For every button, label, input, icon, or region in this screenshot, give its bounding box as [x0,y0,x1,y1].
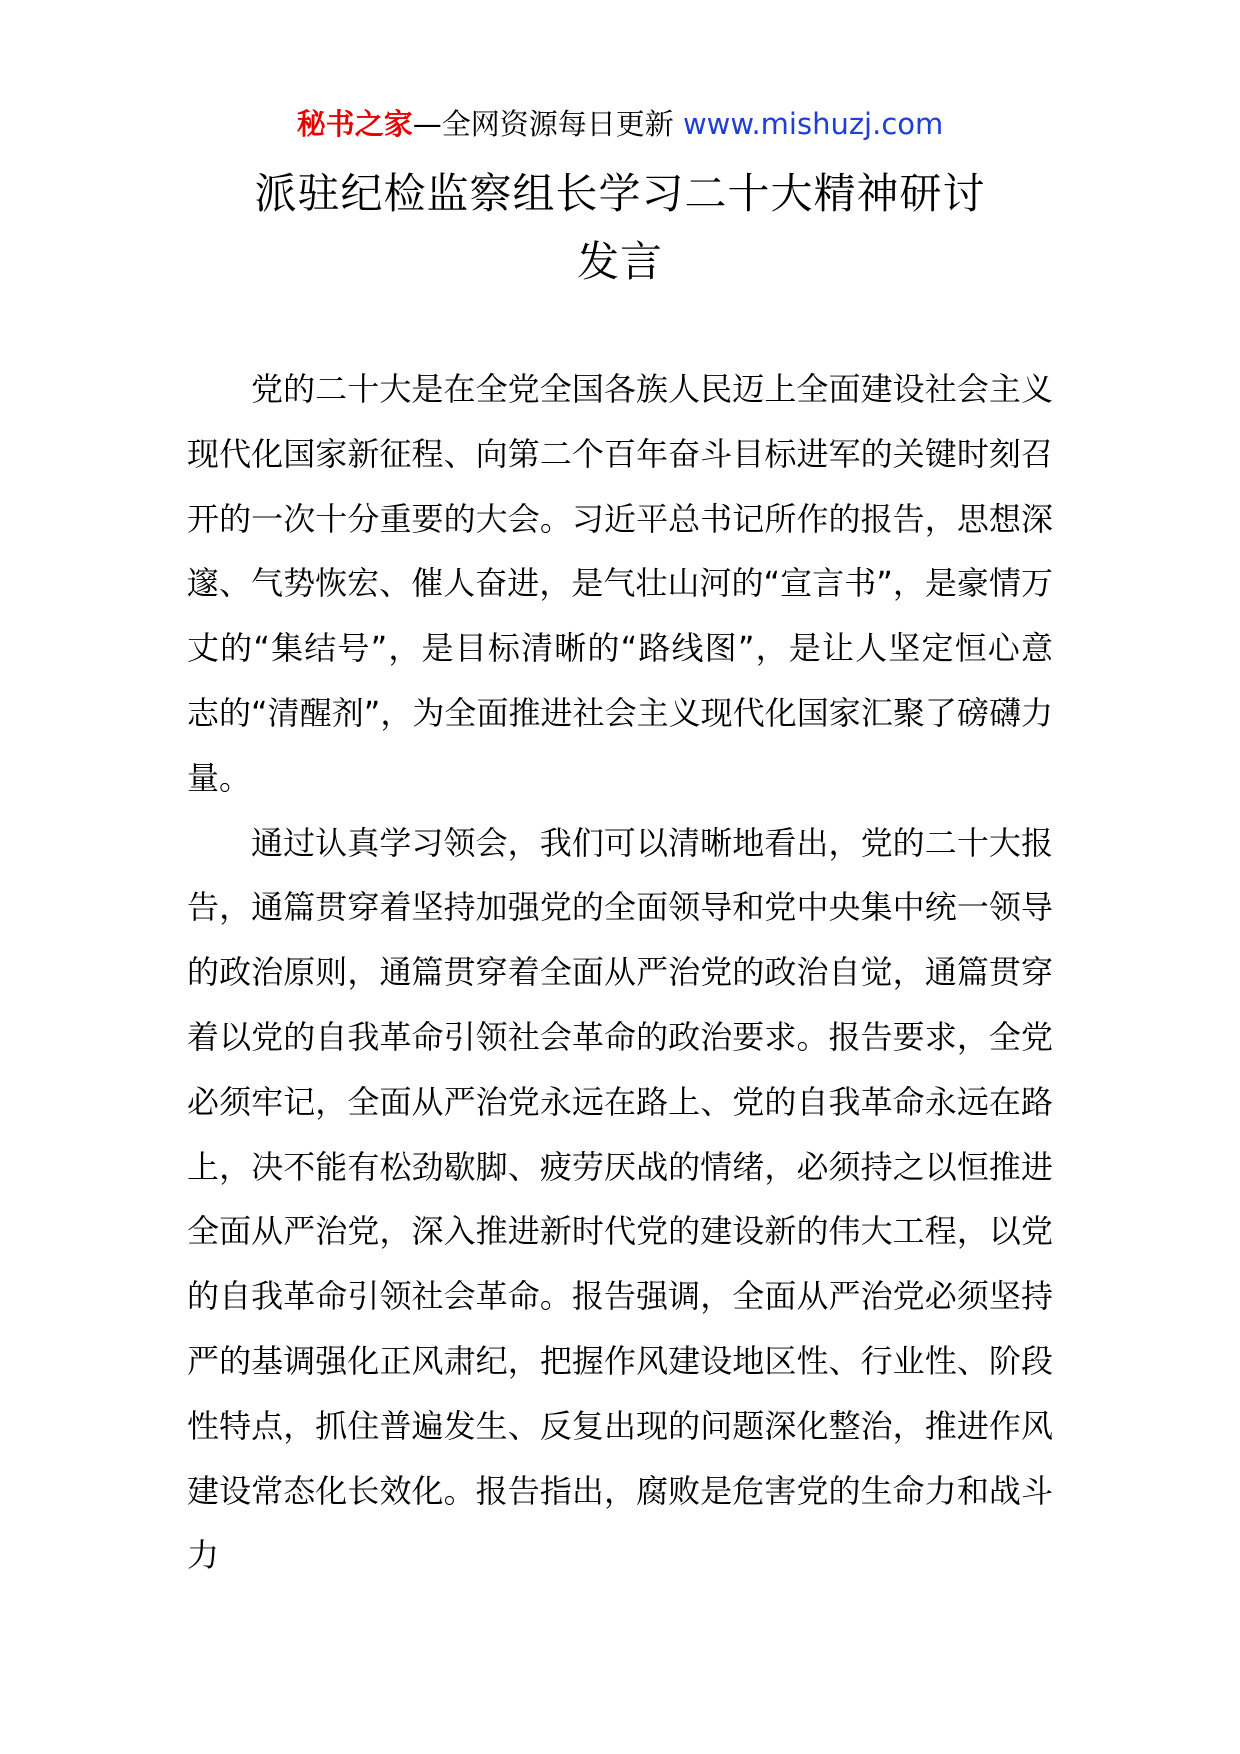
brand-name: 秘书之家 [296,107,413,141]
title-line-1: 派驻纪检监察组长学习二十大精神研讨 [254,169,986,218]
site-header [0,100,1240,148]
header-tagline: —全网资源每日更新 [412,107,674,141]
site-url-link[interactable]: www.mishuzj.com [682,107,944,141]
document-body [187,357,1053,1588]
paragraph-2: 通过认真学习领会，我们可以清晰地看出，党的二十大报告，通篇贯穿着坚持加强党的全面领导和党中央集中统一领导的政治原则，通篇贯穿着全面从严治党的政治自觉，通篇贯穿着以党的自我革命引领社会革命的政治要求。报告要求，全党必须牢记，全面从严治党永远在路上、党的自我革命永远在路上，决不能有松劲歇脚、疲劳厌战的情绪，必须持之以恒推进全面从严治党，深入推进新时代党的建设新的伟大工程，以党的自我革命引领社会革命。报告强调，全面从严治党必须坚持严的基调强化正风肃纪，把握作风建设地区性、行业性、阶段性特点，抓住普遍发生、反复出现的问题深化整治，推进作风建设常态化长效化。报告指出，腐败是危害党的生命力和战斗力 [187,823,1053,1575]
title-line-2: 发言 [576,237,663,286]
document-title [190,160,1050,296]
paragraph-1: 党的二十大是在全党全国各族人民迈上全面建设社会主义现代化国家新征程、向第二个百年奋斗目标进军的关键时刻召开的一次十分重要的大会。习近平总书记所作的报告，思想深邃、气势恢宏、催人奋进，是气壮山河的“宣言书”，是豪情万丈的“集结号”，是目标清晰的“路线图”，是让人坚定恒心意志的“清醒剂”，为全面推进社会主义现代化国家汇聚了磅礴力量。 [187,370,1053,797]
